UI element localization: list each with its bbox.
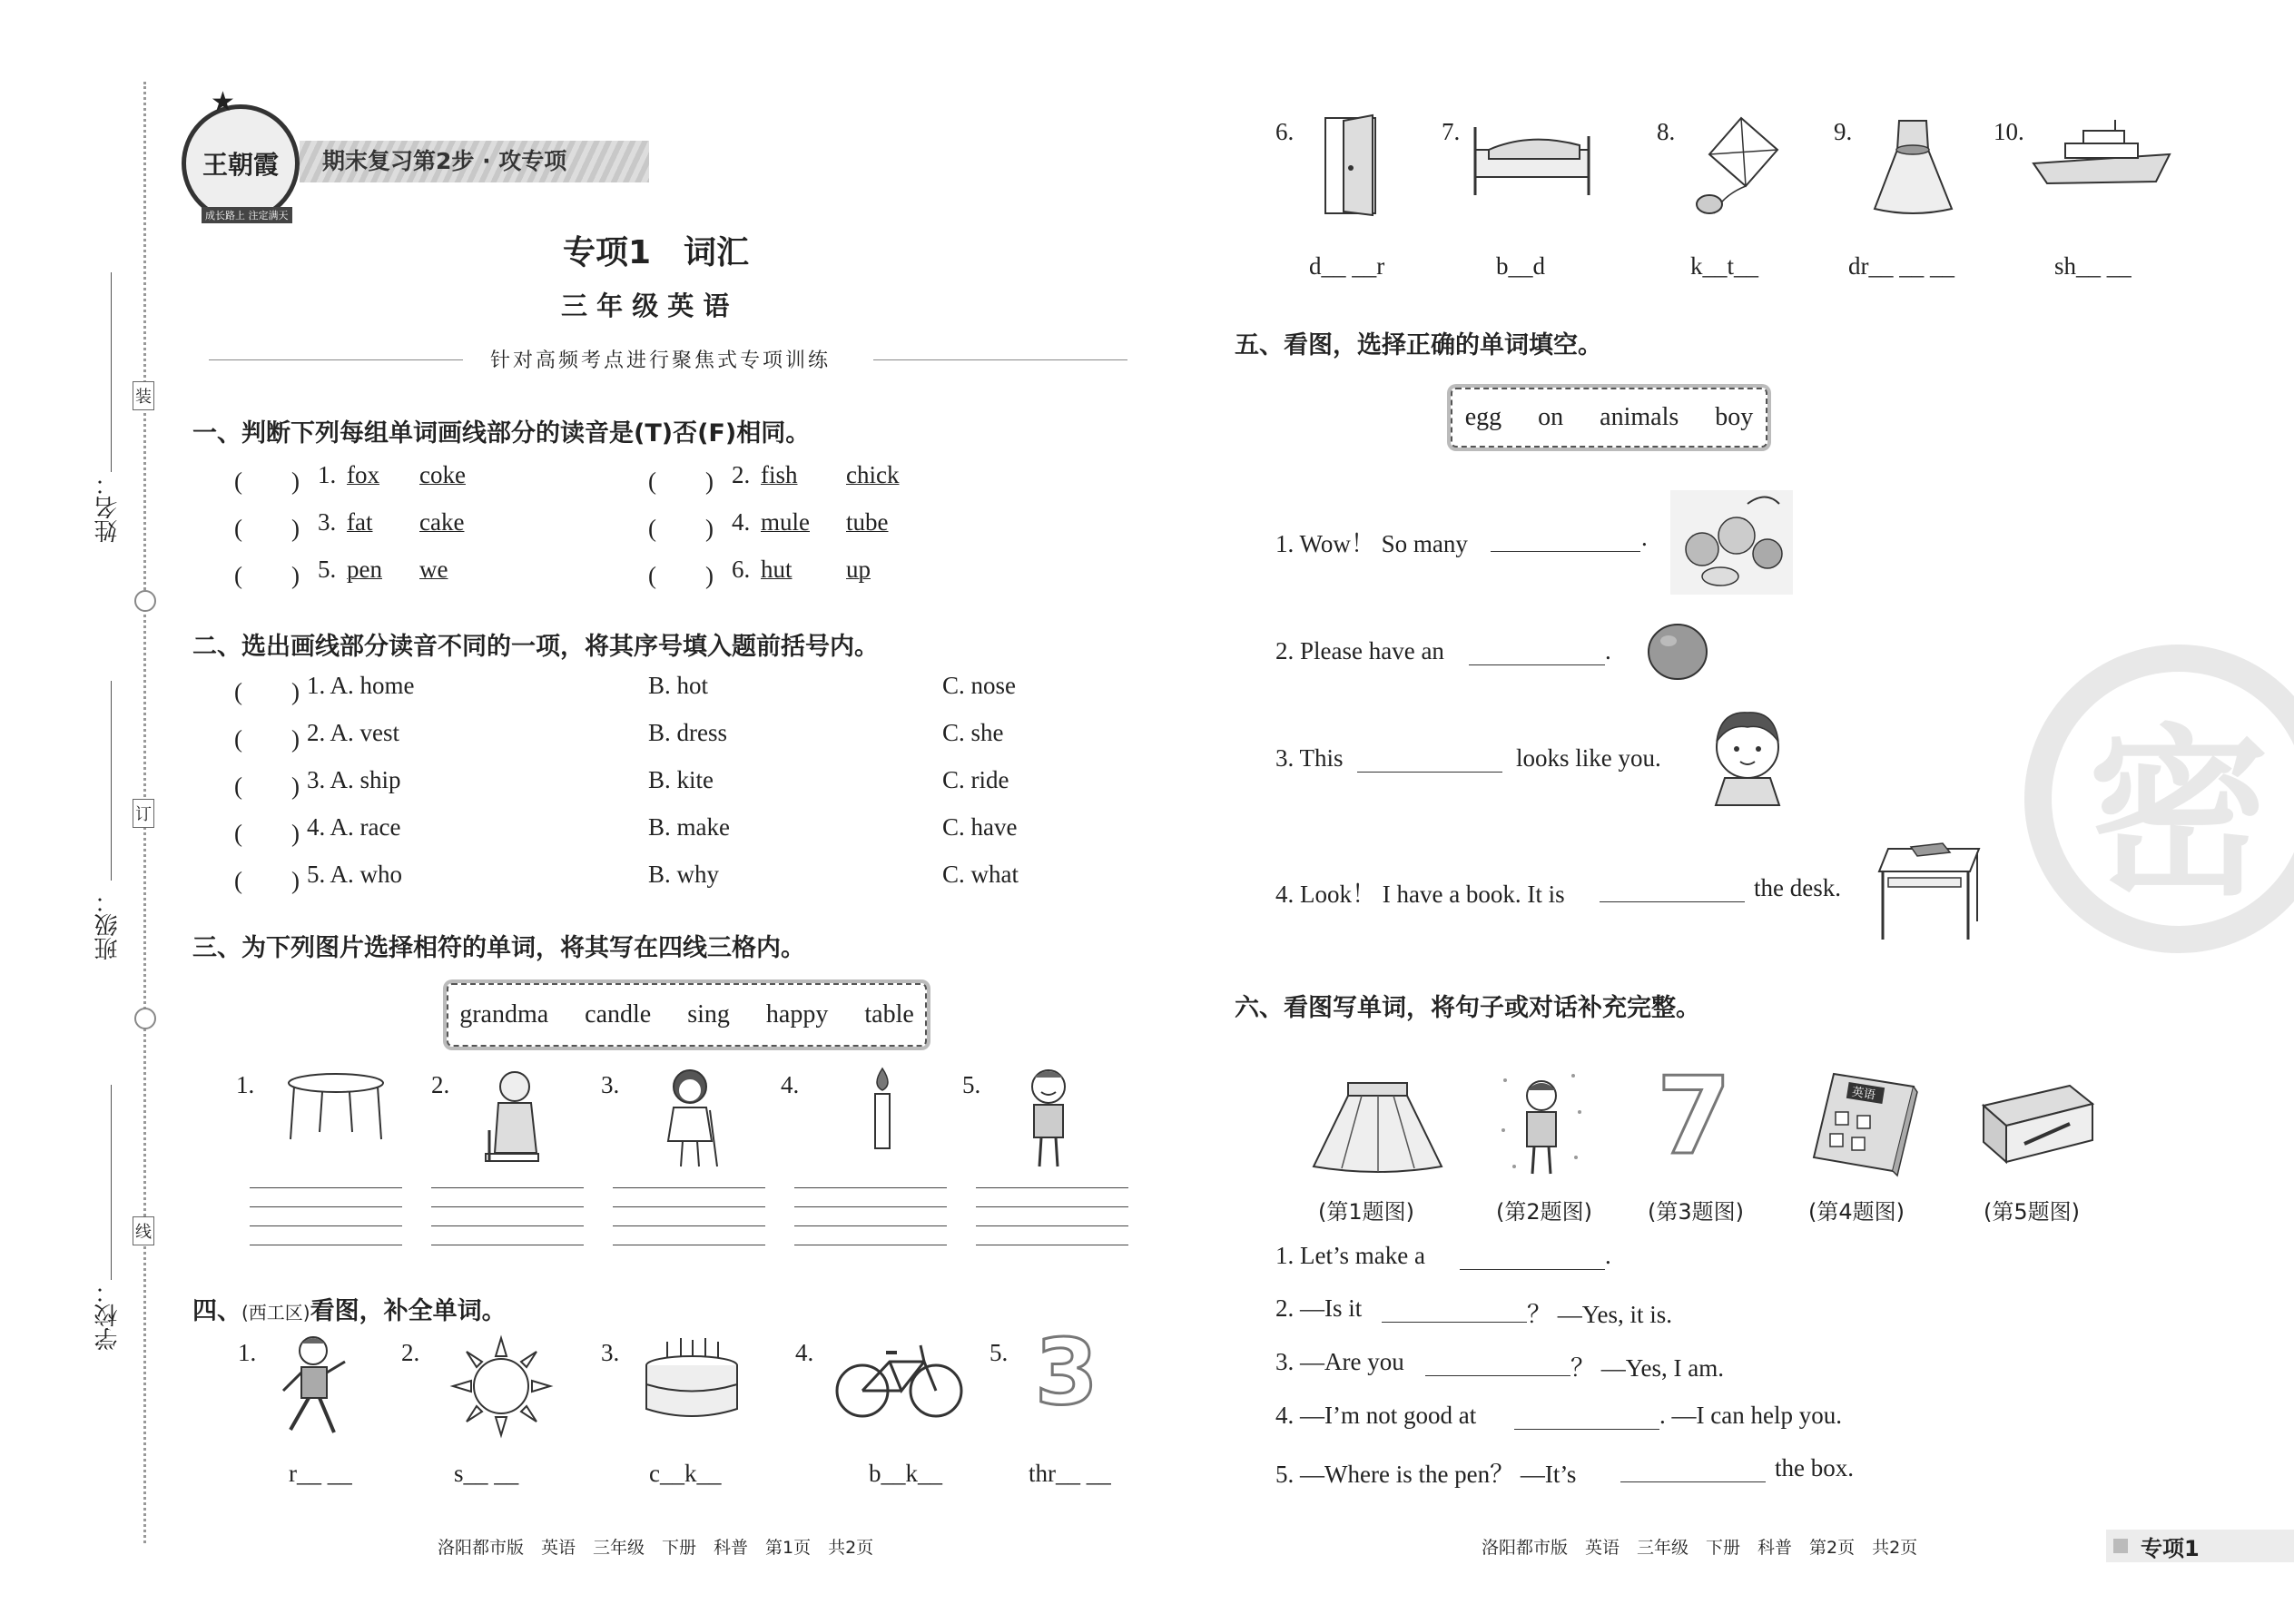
word-option: happy [765,1000,829,1029]
s4-blank: s__ __ [454,1460,519,1487]
cold-boy-icon [1496,1067,1587,1180]
s4-num: 4. [795,1339,814,1366]
section1-title: 一、判断下列每组单词画线部分的读音是(T)否(F)相同。 [192,419,811,448]
word: fat [347,508,373,536]
dress-icon [1870,113,1956,218]
four-line-grid-5[interactable] [976,1187,1128,1251]
bed-icon [1466,118,1598,204]
region-tag: (西工区) [241,1302,310,1324]
english-book-icon [1807,1067,1920,1180]
s3-num: 5. [962,1071,981,1098]
book-on-desk-icon [1870,831,1988,944]
word: mule [761,508,810,536]
secret-watermark-seal [2024,645,2294,953]
candle-icon [864,1067,901,1153]
logo-star-icon: ★ [211,86,235,118]
s4-num: 3. [601,1339,620,1366]
section2-title: 二、选出画线部分读音不同的一项，将其序号填入题前括号内。 [192,633,879,661]
word: cake [419,508,465,536]
school-label: 学校： [94,1280,122,1351]
slogan-rule-right [873,359,1127,360]
s4-num: 5. [989,1339,1009,1366]
word: fish [761,461,798,488]
word: tube [846,508,889,536]
s4-blank: b__d [1496,252,1545,280]
singing-girl-icon [654,1067,726,1171]
section3-title: 三、为下列图片选择相符的单词，将其写在四线三格内。 [192,934,805,962]
word: hut [761,556,793,583]
binding-circle-2 [134,1008,156,1029]
s4-num: 7. [1442,118,1461,145]
s4-blank: d__ __r [1309,252,1385,280]
ship-icon [2029,118,2174,191]
page-title: 专项1 词汇 [563,234,750,271]
word: up [846,556,871,583]
answer-blank[interactable] [1620,1481,1766,1482]
answer-blank[interactable] [1425,1375,1570,1376]
binding-mark-3: 线 [133,1216,154,1245]
four-line-grid-2[interactable] [431,1187,584,1251]
answer-blank[interactable] [1357,772,1502,773]
class-line [111,681,112,881]
figure-caption: (第5题图) [1984,1199,2080,1225]
s4-blank: sh__ __ [2054,252,2132,280]
word: chick [846,461,900,488]
answer-blank[interactable] [1514,1429,1659,1430]
running-boy-icon [272,1334,354,1439]
word-option: on [1538,403,1564,431]
header-banner: 期末复习第2步 · 攻专项 [300,141,649,182]
s4-num: 2. [401,1339,420,1366]
figure-caption: (第3题图) [1648,1199,1744,1225]
logo-badge [182,104,300,222]
name-line [111,272,112,472]
s4-num: 8. [1657,118,1676,145]
word: coke [419,461,466,488]
egg-icon [1641,617,1714,685]
four-line-grid-4[interactable] [794,1187,947,1251]
door-icon [1316,113,1389,218]
kite-icon [1687,113,1787,222]
section4-title: 四、(西工区)看图，补全单词。 [192,1297,507,1325]
school-line [111,1085,112,1280]
answer-blank[interactable] [1460,1269,1605,1270]
word: pen [347,556,382,583]
s4-blank: dr__ __ __ [1848,252,1954,280]
answer-blank[interactable] [1491,551,1640,552]
s4-blank: b__k__ [869,1460,942,1487]
figure-caption: (第1题图) [1318,1199,1414,1225]
binding-circle-1 [134,590,156,612]
table-icon [281,1067,390,1148]
s3-num: 1. [236,1071,255,1098]
section5-title: 五、看图，选择正确的单词填空。 [1235,331,1602,359]
skirt-icon [1307,1076,1448,1176]
logo-text: 王朝霞 [202,150,279,180]
binding-mark-2: 订 [133,799,154,828]
cake-icon [640,1334,744,1425]
book-label: 英语 [1850,1085,1876,1103]
section6-title: 六、看图写单词，将句子或对话补充完整。 [1235,994,1700,1022]
pencil-box-icon [1979,1078,2097,1169]
s4-num: 9. [1834,118,1853,145]
s4-blank: thr__ __ [1029,1460,1111,1487]
word-option: animals [1600,403,1679,431]
word-option: sing [687,1000,730,1029]
s4-blank: r__ __ [289,1460,352,1487]
word: we [419,556,448,583]
logo-sub: 成长路上 注定满天 [202,207,292,223]
class-label: 班级： [94,890,122,960]
tab-squares-icon [2113,1539,2128,1553]
bicycle-icon [833,1336,965,1422]
answer-blank[interactable] [1382,1322,1527,1323]
animals-icon [1666,486,1797,599]
number-seven-icon: 7 [1657,1053,1732,1178]
watermark-char: 密 [2087,708,2269,920]
footer-left: 洛阳都市版 英语 三年级 下册 科普 第1页 共2页 [438,1538,874,1558]
page-subtitle: 三 年 级 英 语 [561,290,730,321]
slogan: 针对高频考点进行聚焦式专项训练 [490,349,832,372]
s4-num: 1. [238,1339,257,1366]
answer-blank[interactable] [1469,664,1605,665]
happy-boy-icon [1012,1067,1085,1171]
section5-word-box [1451,388,1767,448]
s3-num: 2. [431,1071,450,1098]
word: fox [347,461,379,488]
page-tab [2106,1530,2294,1562]
four-line-grid-1[interactable] [250,1187,402,1251]
sun-icon [449,1334,554,1439]
slogan-rule-left [209,359,463,360]
word-option: egg [1464,403,1502,431]
grandma-icon [477,1067,549,1166]
word-option: table [864,1000,914,1029]
name-label: 姓名： [94,472,122,543]
four-line-grid-3[interactable] [613,1187,765,1251]
number-three-icon: 3 [1035,1319,1098,1425]
s4-num: 6. [1275,118,1295,145]
s4-num: 10. [1994,118,2024,145]
s4-blank: c__k__ [649,1460,722,1487]
figure-caption: (第2题图) [1496,1199,1592,1225]
section3-word-box [447,983,927,1047]
binding-mark-1: 装 [133,381,154,410]
s4-blank: k__t__ [1690,252,1759,280]
footer-right: 洛阳都市版 英语 三年级 下册 科普 第2页 共2页 [1482,1538,1918,1558]
s3-num: 3. [601,1071,620,1098]
word-option: candle [585,1000,652,1029]
answer-blank[interactable] [1600,901,1745,902]
tab-label: 专项1 [2141,1535,2200,1561]
s3-num: 4. [781,1071,800,1098]
boy-face-icon [1702,704,1793,808]
figure-caption: (第4题图) [1808,1199,1905,1225]
word-option: grandma [459,1000,549,1029]
word-option: boy [1715,403,1754,431]
